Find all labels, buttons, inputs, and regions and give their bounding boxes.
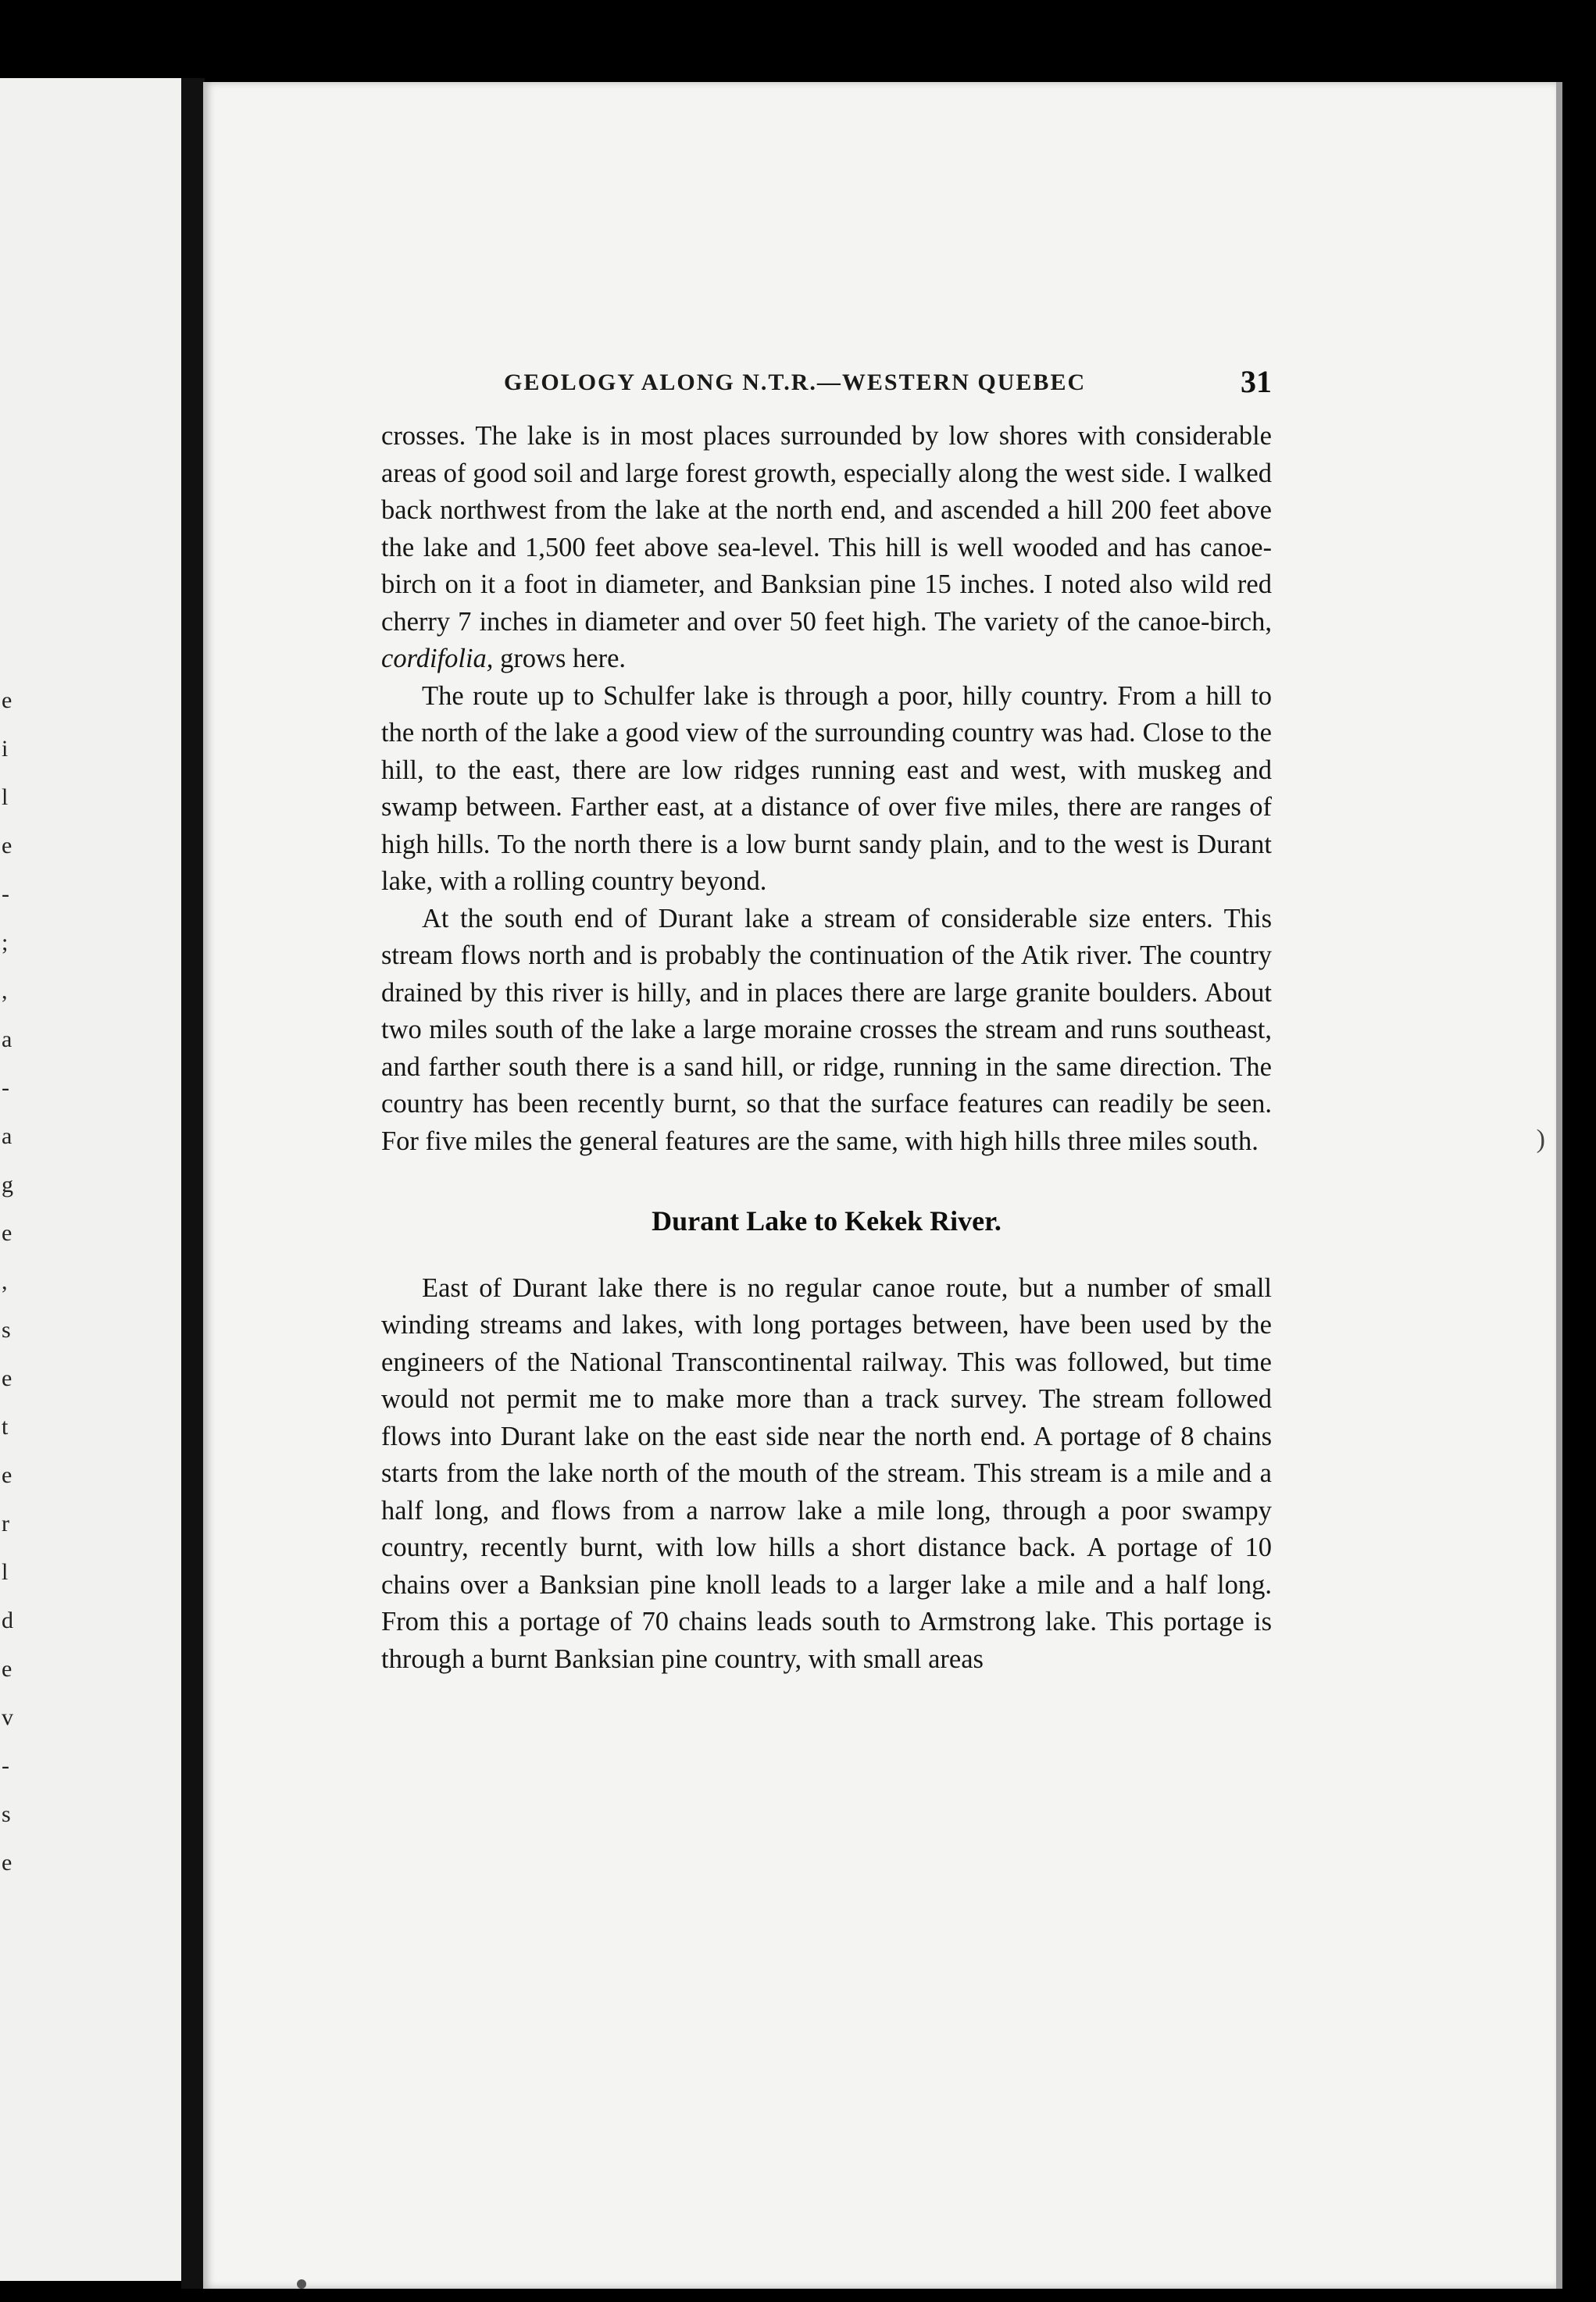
- margin-fragment: e: [2, 1365, 12, 1391]
- page-header: [297, 363, 1272, 410]
- margin-fragment: l: [2, 1559, 9, 1585]
- margin-fragment: e: [2, 1462, 12, 1488]
- margin-fragment: a: [2, 1123, 12, 1149]
- margin-fragment: v: [2, 1704, 13, 1730]
- margin-fragment: r: [2, 1511, 9, 1536]
- margin-fragment: -: [2, 881, 9, 907]
- margin-fragment: t: [2, 1414, 9, 1440]
- margin-fragment: -: [2, 1753, 9, 1779]
- body-text: [381, 418, 1272, 1678]
- margin-fragment: ;: [2, 930, 9, 955]
- facing-page-margin-fragments: [0, 78, 19, 2281]
- margin-fragment: e: [2, 1220, 12, 1246]
- facing-page: [0, 78, 191, 2281]
- margin-fragment: e: [2, 1656, 12, 1682]
- paragraph: At the south end of Durant lake a stream of considerable size enters. This stream flows north and is probably the continuation of the Atik river. The country drained by this river is hilly, and in places there are large granite boulders. About two miles south of the lake a large moraine crosses the stream and runs southeast, and farther south there is a sand hill, or ridge, running in the same direction. The country has been recently burnt, so that the surface features can readily be seen. For five miles the general features are the same, with high hills three miles south.: [381, 903, 1272, 1156]
- margin-fragment: a: [2, 1026, 12, 1052]
- book-gutter: [181, 78, 205, 2289]
- margin-fragment: -: [2, 1075, 9, 1101]
- margin-fragment: s: [2, 1317, 11, 1343]
- edge-fragment: ): [1536, 1125, 1545, 1154]
- margin-fragment: l: [2, 784, 9, 810]
- margin-fragment: s: [2, 1801, 11, 1827]
- margin-fragment: ,: [2, 1269, 8, 1294]
- italic-term: cordifolia,: [381, 644, 494, 673]
- paragraph: crosses. The lake is in most places surrounded by low shores with considerable areas of good soil and large forest growth, especially along the west side. I walked back northwest from the lake at the north end, and ascended a hill 200 feet above the lake and 1,500 feet above sea-level. This hill is well wooded and has canoe-birch on it a foot in diameter, and Banksian pine 15 inches. I noted also wild red cherry 7 inches in diameter and over 50 feet high. The variety of the canoe-birch, cordifolia, grows here.: [381, 421, 1272, 673]
- margin-fragment: i: [2, 736, 9, 762]
- scan-artifact: [297, 2279, 306, 2289]
- margin-fragment: e: [2, 1850, 12, 1876]
- section-heading: Durant Lake to Kekek River.: [652, 1205, 1002, 1237]
- margin-fragment: e: [2, 833, 12, 858]
- margin-fragment: ,: [2, 978, 8, 1004]
- running-head: GEOLOGY ALONG N.T.R.—WESTERN QUEBEC: [504, 369, 1087, 395]
- margin-fragment: d: [2, 1608, 13, 1633]
- paragraph: East of Durant lake there is no regular canoe route, but a number of small winding streams and lakes, with long portages between, have been used by the engineers of the National Transcontinental railway. This was followed, but time would not permit me to make more than a track survey. The stream followed flows into Durant lake on the east side near the north end. A portage of 8 chains starts from the lake north of the mouth of the stream. This stream is a mile and a half long, and flows from a narrow lake a mile long, through a poor swampy country, recently burnt, with low hills a short distance back. A portage of 10 chains over a Banksian pine knoll leads to a larger lake a mile and a half long. From this a portage of 70 chains leads south to Armstrong lake. This portage is through a burnt Banksian pine country, with small areas: [381, 1272, 1272, 1674]
- page-number: 31: [1241, 364, 1272, 399]
- margin-fragment: g: [2, 1172, 13, 1197]
- paragraph: The route up to Schulfer lake is through a poor, hilly country. From a hill to the north of the lake a good view of the surrounding country was had. Close to the hill, to the east, there are low ridges running east and west, with muskeg and swamp between. Farther east, at a distance of over five miles, there are ranges of high hills. To the north there is a low burnt sandy plain, and to the west is Durant lake, with a rolling country beyond.: [381, 680, 1272, 896]
- margin-fragment: e: [2, 687, 12, 713]
